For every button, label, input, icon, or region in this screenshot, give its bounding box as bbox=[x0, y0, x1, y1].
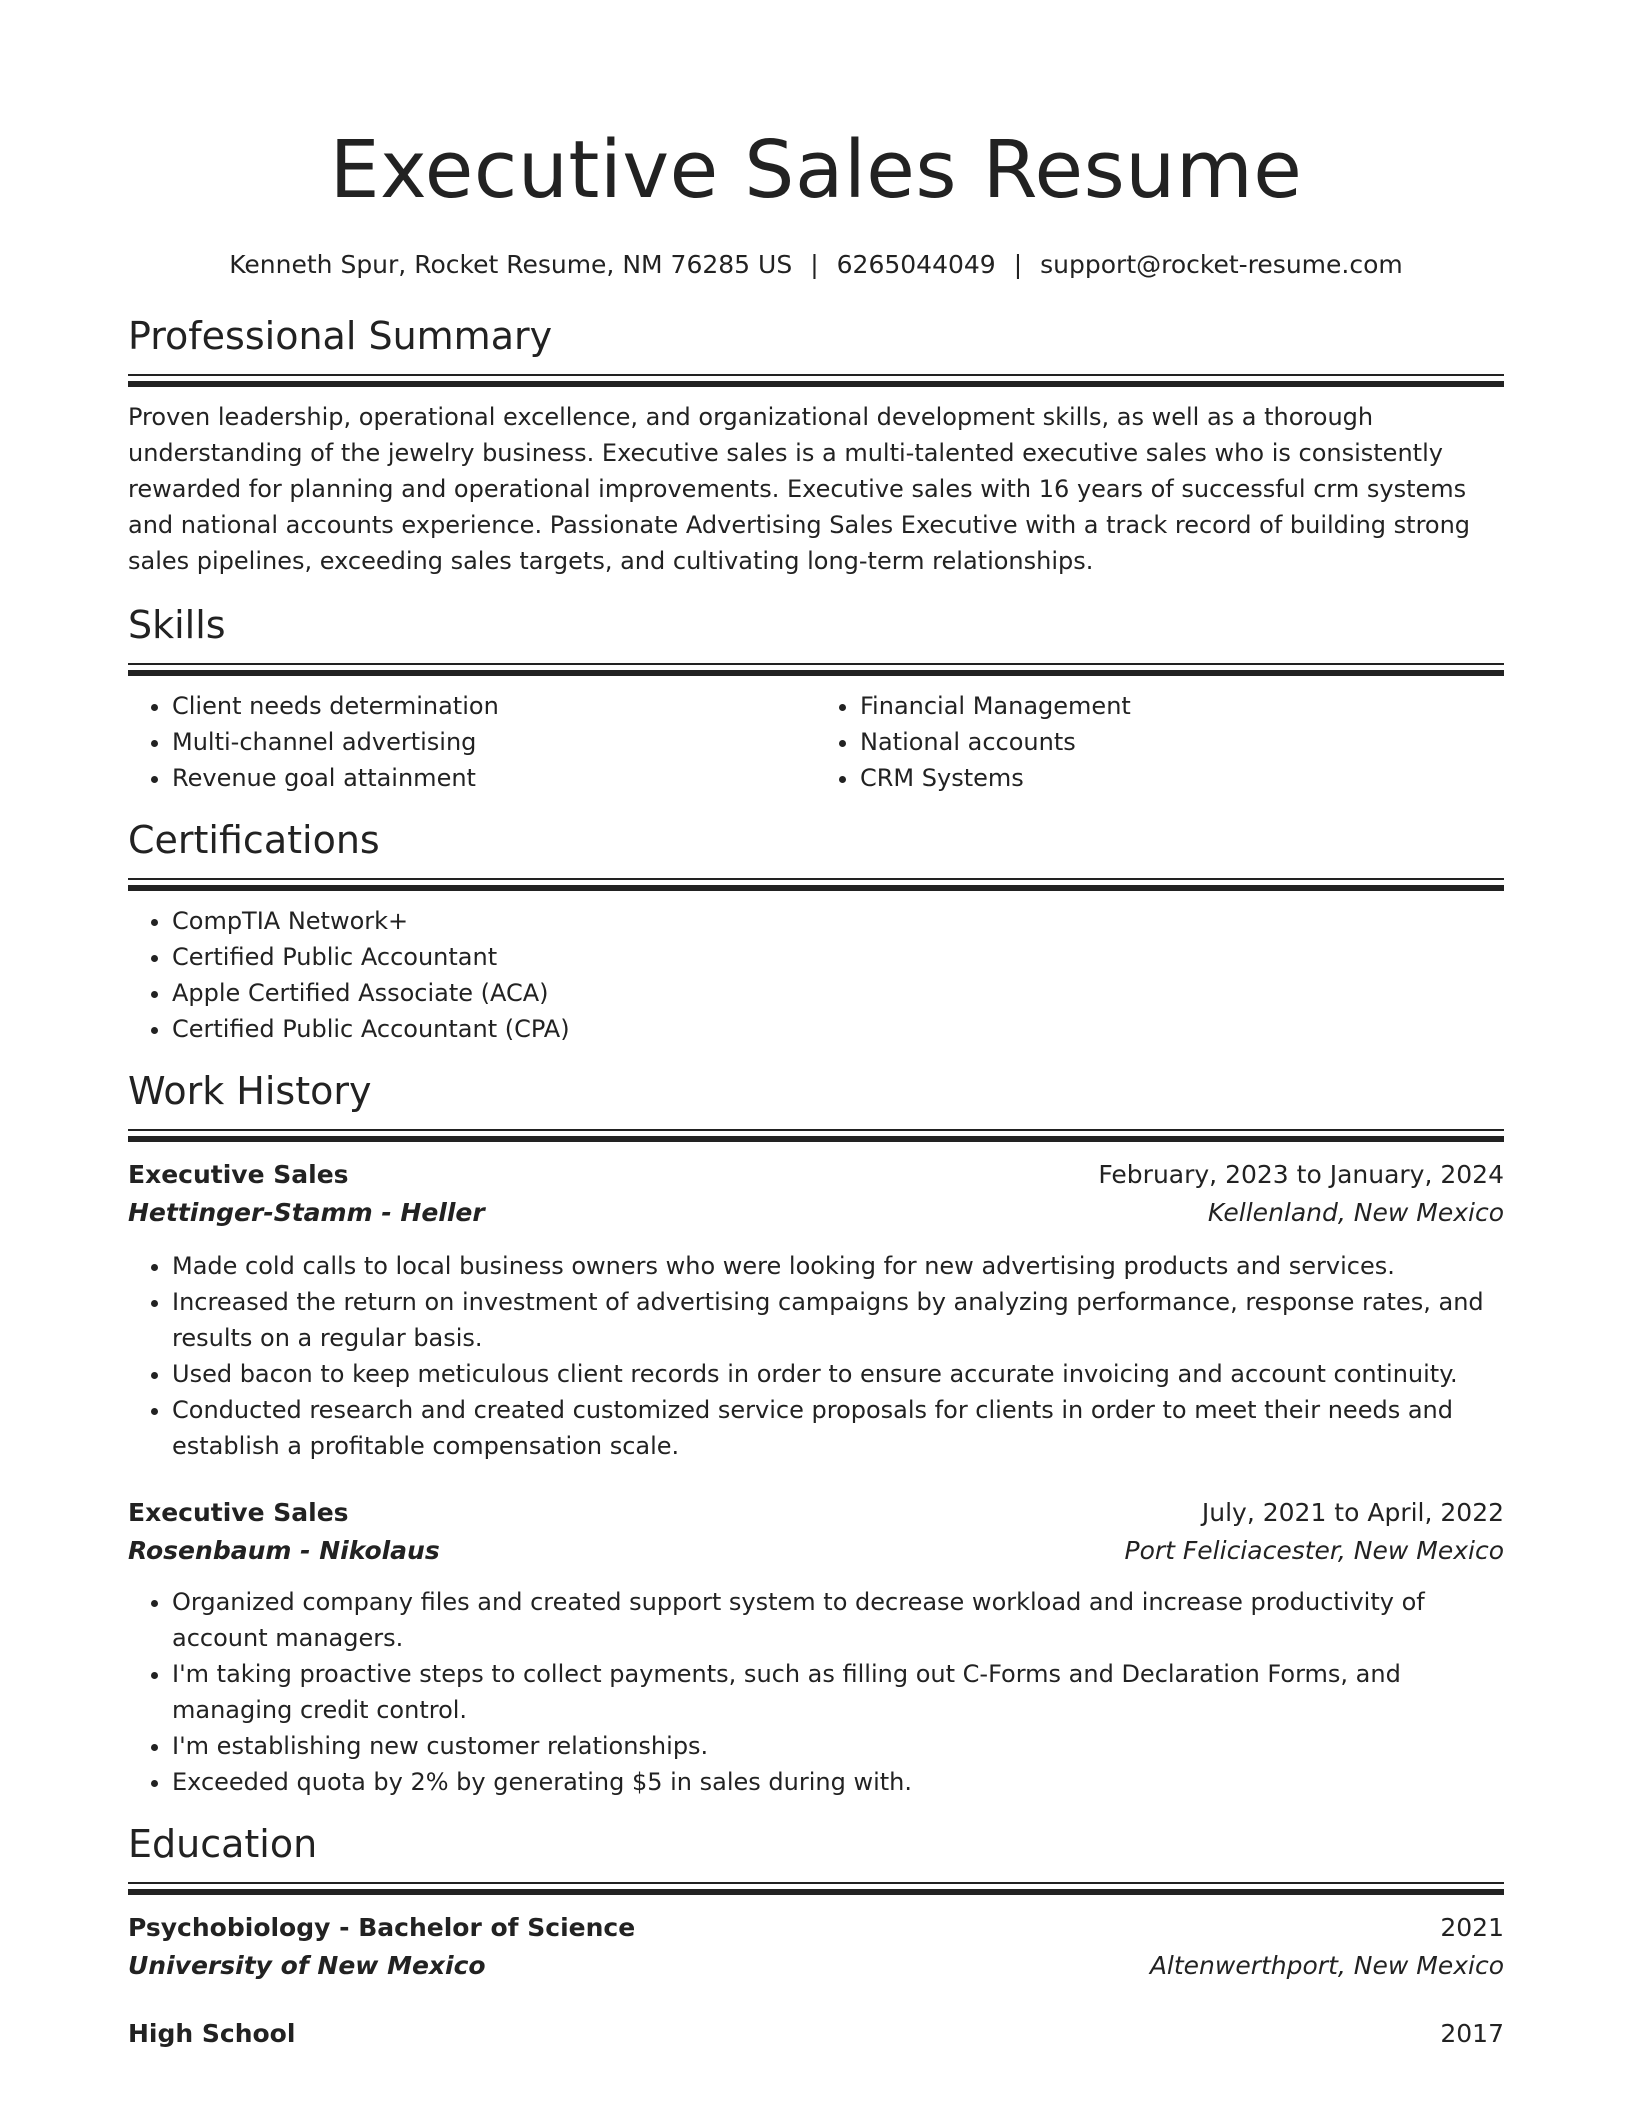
education-year: 2021 bbox=[1440, 1913, 1504, 1942]
job-bullet: • Increased the return on investment of advertising campaigns by analyzing performance, response rates, and results on a regular basis. bbox=[172, 1284, 1504, 1356]
education-degree: Psychobiology - Bachelor of Science bbox=[128, 1913, 636, 1942]
job-company: Hettinger-Stamm - Heller bbox=[128, 1198, 485, 1227]
skills-list-right bbox=[816, 688, 1504, 796]
job-bullet: • Used bacon to keep meticulous client records in order to ensure accurate invoicing and account continuity. bbox=[172, 1356, 1504, 1392]
skill-item: • National accounts bbox=[860, 724, 1504, 760]
certification-item: • Certified Public Accountant bbox=[172, 939, 1504, 975]
contact-email: support@rocket-resume.com bbox=[1040, 250, 1403, 279]
education-location: Altenwerthport, New Mexico bbox=[1149, 1951, 1504, 1980]
job-company: Rosenbaum - Nikolaus bbox=[128, 1536, 440, 1565]
job-location: Kellenland, New Mexico bbox=[1207, 1198, 1504, 1227]
education-entry bbox=[128, 2015, 1504, 2053]
section-title-certifications: Certifications bbox=[128, 818, 380, 862]
skill-item: • Revenue goal attainment bbox=[172, 760, 816, 796]
job-dates: February, 2023 to January, 2024 bbox=[1098, 1160, 1504, 1189]
certification-item: • CompTIA Network+ bbox=[172, 903, 1504, 939]
skill-item: • Multi-channel advertising bbox=[172, 724, 816, 760]
job-location: Port Feliciacester, New Mexico bbox=[1124, 1536, 1504, 1565]
summary-section bbox=[128, 312, 1504, 579]
job-bullet: • I'm establishing new customer relationships. bbox=[172, 1728, 1504, 1764]
contact-separator: | bbox=[1013, 250, 1023, 279]
job-entry bbox=[128, 1494, 1504, 1800]
job-dates: July, 2021 to April, 2022 bbox=[1201, 1498, 1504, 1527]
section-divider bbox=[128, 374, 1504, 387]
job-entry bbox=[128, 1156, 1504, 1464]
section-title-summary: Professional Summary bbox=[128, 314, 553, 358]
skill-item: • Client needs determination bbox=[172, 688, 816, 724]
job-bullet: • I'm taking proactive steps to collect payments, such as filling out C-Forms and Declaration Forms, and managing credit control. bbox=[172, 1656, 1504, 1728]
section-divider bbox=[128, 1129, 1504, 1142]
section-title-work-history: Work History bbox=[128, 1069, 372, 1113]
section-divider bbox=[128, 1882, 1504, 1895]
certifications-section bbox=[128, 816, 1504, 1047]
education-year: 2017 bbox=[1440, 2019, 1504, 2048]
job-title: Executive Sales bbox=[128, 1498, 349, 1527]
certification-item: • Apple Certified Associate (ACA) bbox=[172, 975, 1504, 1011]
work-history-section bbox=[128, 1067, 1504, 1800]
summary-text: Proven leadership, operational excellence, and organizational development skills, as well as a thorough understanding of the jewelry business. Executive sales is a multi-talented executive sales who is consistently rewarded for planning and operational improvements. Executive sales with 16 years of successful crm systems and national accounts experience. Passionate Advertising Sales Executive with a track record of building strong sales pipelines, exceeding sales targets, and cultivating long-term relationships. bbox=[128, 403, 1471, 575]
job-bullets bbox=[128, 1248, 1504, 1464]
education-entry bbox=[128, 1909, 1504, 1985]
section-divider bbox=[128, 663, 1504, 676]
job-bullets bbox=[128, 1584, 1504, 1800]
education-degree: High School bbox=[128, 2019, 296, 2048]
contact-address: Kenneth Spur, Rocket Resume, NM 76285 US bbox=[229, 250, 793, 279]
job-bullet: • Organized company files and created support system to decrease workload and increase productivity of account managers. bbox=[172, 1584, 1504, 1656]
resume-title: Executive Sales Resume bbox=[329, 124, 1303, 216]
contact-phone: 6265044049 bbox=[836, 250, 996, 279]
section-divider bbox=[128, 878, 1504, 891]
skill-item: • Financial Management bbox=[860, 688, 1504, 724]
job-bullet: • Exceeded quota by 2% by generating $5 in sales during with. bbox=[172, 1764, 1504, 1800]
skill-item: • CRM Systems bbox=[860, 760, 1504, 796]
section-title-education: Education bbox=[128, 1822, 318, 1866]
job-title: Executive Sales bbox=[128, 1160, 349, 1189]
education-section bbox=[128, 1820, 1504, 2053]
skills-section bbox=[128, 601, 1504, 796]
job-bullet: • Made cold calls to local business owners who were looking for new advertising products and services. bbox=[172, 1248, 1504, 1284]
certification-item: • Certified Public Accountant (CPA) bbox=[172, 1011, 1504, 1047]
certifications-list bbox=[128, 903, 1504, 1047]
contact-separator: | bbox=[810, 250, 819, 279]
job-bullet: • Conducted research and created customized service proposals for clients in order to meet their needs and establish a profitable compensation scale. bbox=[172, 1392, 1504, 1464]
section-title-skills: Skills bbox=[128, 603, 226, 647]
contact-line bbox=[128, 248, 1504, 282]
skills-list-left bbox=[128, 688, 816, 796]
education-school: University of New Mexico bbox=[128, 1951, 486, 1980]
skills-grid bbox=[128, 688, 1504, 796]
